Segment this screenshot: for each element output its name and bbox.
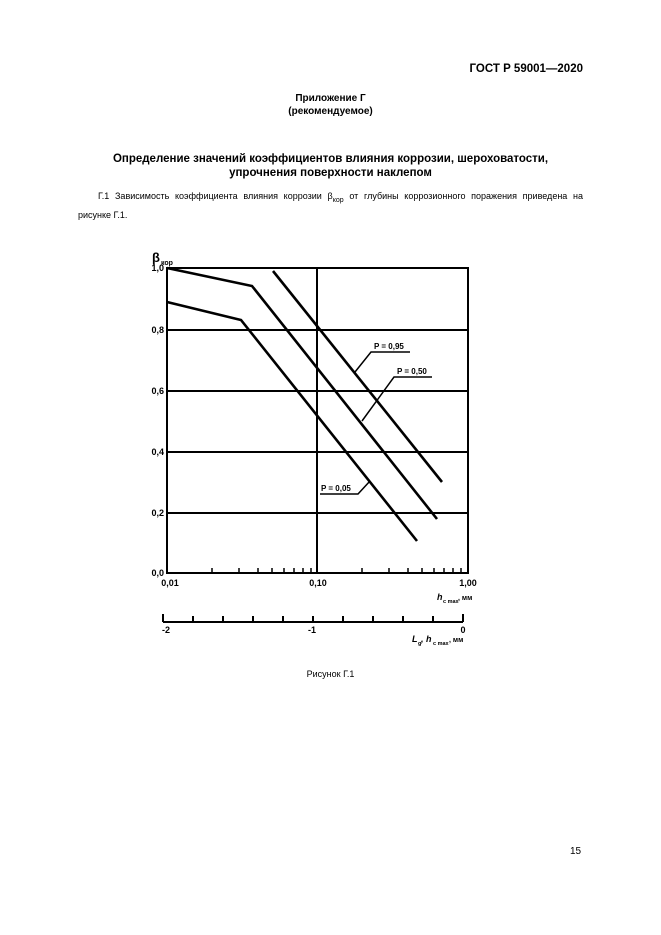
y-tick-0.0: 0,0 (151, 568, 164, 578)
y-tick-0.6: 0,6 (151, 386, 164, 396)
section-title-line-2: упрочнения поверхности наклепом (229, 167, 432, 179)
secondary-x-tick-labels (162, 625, 466, 635)
x-axis-label: h (437, 592, 443, 602)
x2-tick--2: -2 (161, 625, 171, 635)
y-tick-0.8: 0,8 (151, 325, 164, 335)
y-axis-symbol: β (152, 250, 160, 265)
appendix-title: Приложение Г (295, 93, 366, 104)
page-number: 15 (570, 846, 582, 857)
x2-tick-0: 0 (460, 625, 466, 635)
leader-p-0.50 (362, 377, 432, 421)
x2-tick--1: -1 (307, 625, 317, 635)
y-tick-0.4: 0,4 (151, 447, 164, 457)
y-axis-subscript: кор (161, 260, 173, 267)
x-tick-0.01: 0,01 (161, 578, 179, 588)
label-p-0.50: P = 0,50 (397, 367, 427, 376)
y-tick-1.0: 1,0 (151, 263, 164, 273)
x2-axis-label-subscript: g (418, 641, 422, 647)
appendix-subtitle: (рекомендуемое) (288, 106, 373, 117)
curve-labels (321, 342, 427, 493)
y-tick-labels (151, 263, 164, 578)
section-title-line-1: Определение значений коэффициентов влияния коррозии, шероховатости, (112, 153, 549, 165)
x-axis-subscript: c max (443, 599, 459, 605)
data-curves (167, 268, 442, 541)
figure-caption: Рисунок Г.1 (306, 669, 355, 679)
document-standard-number: ГОСТ Р 59001—2020 (469, 63, 583, 75)
paragraph-text-1: Г.1 Зависимость коэффициента влияния коррозии β (98, 191, 333, 201)
x2-axis-unit: , мм (449, 637, 464, 644)
secondary-x-axis (163, 614, 463, 622)
x2-axis-sep: , h (421, 634, 432, 644)
x-tick-1.00: 1,00 (459, 578, 477, 588)
x-tick-labels (161, 578, 477, 588)
paragraph-subscript: кор (332, 197, 344, 204)
x2-axis-label: L (412, 634, 418, 644)
label-p-0.95: P = 0,95 (374, 342, 404, 351)
y-tick-0.2: 0,2 (151, 508, 164, 518)
x-tick-0.10: 0,10 (309, 578, 327, 588)
label-p-0.05: P = 0,05 (321, 484, 351, 493)
x-axis-unit: , мм (458, 595, 473, 602)
x2-axis-subscript: c max (433, 641, 449, 647)
paragraph-text-2: от глубины коррозионного поражения приведена на рисунке Г.1. (78, 191, 583, 220)
